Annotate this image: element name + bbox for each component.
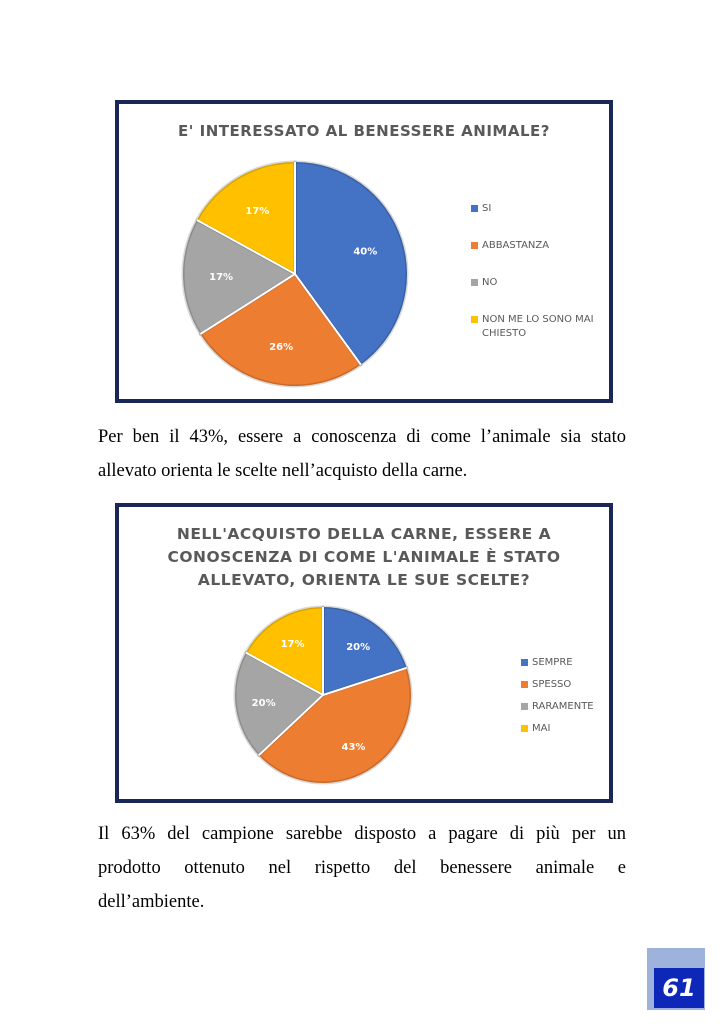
slice-data-label: 43%	[341, 742, 366, 754]
legend-swatch	[521, 659, 528, 666]
legend-label: SEMPRE	[532, 657, 573, 668]
legend-label: MAI	[532, 723, 551, 734]
legend-item	[471, 202, 491, 216]
chart-title-line: ALLEVATO, ORIENTA LE SUE SCELTE?	[197, 571, 531, 589]
slice-data-label: 17%	[280, 638, 305, 650]
legend-label: NO	[482, 277, 498, 288]
paragraph-1	[98, 420, 626, 488]
slice-data-label: 17%	[209, 271, 234, 283]
legend-item	[521, 678, 571, 692]
slice-data-label: 20%	[251, 697, 276, 709]
slice-data-label: 26%	[269, 342, 294, 354]
chart-title: E' INTERESSATO AL BENESSERE ANIMALE?	[178, 122, 550, 140]
paragraph-line: Per ben il 43%, essere a conoscenza di come l’animale sia stato	[98, 427, 626, 447]
legend-swatch	[471, 279, 478, 286]
chart-interest-animal-welfare	[115, 100, 613, 403]
legend-item	[521, 700, 594, 714]
paragraph-2	[98, 817, 626, 919]
paragraph-line: dell’ambiente.	[98, 892, 205, 912]
legend-label: ABBASTANZA	[482, 240, 550, 251]
legend-label: NON ME LO SONO MAI CHIESTO	[482, 314, 594, 339]
slice-data-label: 40%	[353, 246, 378, 258]
paragraph-line: prodotto ottenuto nel rispetto del benessere animale e	[98, 858, 626, 878]
page-number: 61	[654, 968, 704, 1008]
legend-item	[471, 239, 549, 253]
legend-item	[471, 313, 601, 341]
chart-title-line: CONOSCENZA DI COME L'ANIMALE È STATO	[167, 548, 561, 566]
legend-item	[521, 656, 573, 670]
legend-swatch	[521, 681, 528, 688]
legend-swatch	[471, 316, 478, 323]
chart-purchase-orientation	[115, 503, 613, 803]
slice-data-label: 20%	[346, 642, 371, 654]
legend-swatch	[521, 725, 528, 732]
paragraph-line: Il 63% del campione sarebbe disposto a pagare di più per un	[98, 824, 626, 844]
paragraph-line: allevato orienta le scelte nell’acquisto della carne.	[98, 461, 468, 481]
slice-data-label: 17%	[245, 205, 270, 217]
legend-swatch	[471, 205, 478, 212]
pie-chart	[119, 507, 609, 799]
legend-item	[471, 276, 497, 290]
legend-swatch	[471, 242, 478, 249]
legend-label: RARAMENTE	[532, 701, 594, 712]
legend-label: SPESSO	[532, 679, 572, 690]
chart-title-line: NELL'ACQUISTO DELLA CARNE, ESSERE A	[176, 525, 552, 543]
legend-item	[521, 722, 550, 736]
legend-swatch	[521, 703, 528, 710]
legend-label: SI	[482, 203, 492, 214]
